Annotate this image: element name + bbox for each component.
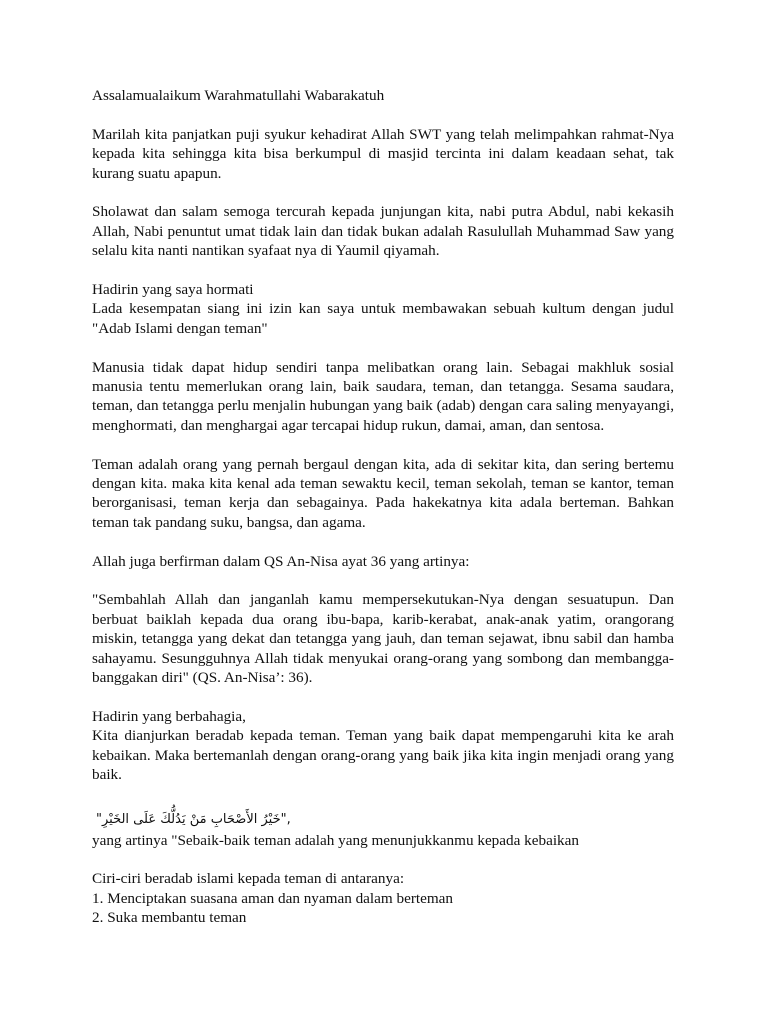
paragraph-sholawat: Sholawat dan salam semoga tercurah kepada junjungan kita, nabi putra Abdul, nabi kekasih Allah, Nabi penuntut umat tidak lain dan tidak bukan adalah Rasulullah Muhammad Saw yang selalu kita nanti nantikan syafaat nya di Yaumil qiyamah. xyxy=(92,203,674,260)
arabic-hadith-line xyxy=(92,809,674,831)
arabic-open-quote: " xyxy=(96,811,102,827)
paragraph-firman-intro: Allah juga berfirman dalam QS An-Nisa ayat 36 yang artinya: xyxy=(92,552,470,570)
ciri-intro: Ciri-ciri beradab islami kepada teman di antaranya: xyxy=(92,870,405,888)
address-hadirin-hormati: Hadirin yang saya hormati xyxy=(92,281,254,299)
document-page xyxy=(92,86,674,928)
paragraph-anjuran: Kita dianjurkan beradab kepada teman. Teman yang baik dapat mempengaruhi kita ke arah kebaikan. Maka bertemanlah dengan orang-orang yang baik jika kita ingin menjadi orang yang baik. xyxy=(92,727,674,784)
address-hadirin-berbahagia: Hadirin yang berbahagia, xyxy=(92,707,246,725)
paragraph-manusia: Manusia tidak dapat hidup sendiri tanpa melibatkan orang lain. Sebagai makhluk sosial manusia tentu memerlukan orang lain, baik saudara, teman, dan tetangga. Sesama saudara, teman, dan tetangga perlu menjalin hubungan yang baik (adab) dengan cara saling menyayangi, menghormati, dan menghargai agar tercapai hidup rukun, damai, aman, dan sentosa. xyxy=(92,358,674,434)
paragraph-teman: Teman adalah orang yang pernah bergaul dengan kita, ada di sekitar kita, dan sering bertemu dengan kita. maka kita kenal ada teman sewaktu kecil, teman sekolah, teman se kantor, teman berorganisasi, teman kerja dan sebagainya. Pada hakekatnya kita adala berteman. Bahkan teman tak pandang suku, bangsa, dan agama. xyxy=(92,455,674,531)
paragraph-kultum-intro: Lada kesempatan siang ini izin kan saya untuk membawakan sebuah kultum dengan judul "Adab Islami dengan teman" xyxy=(92,300,674,337)
arabic-close-quote: ", xyxy=(280,811,291,827)
arabic-translation: yang artinya "Sebaik-baik teman adalah yang menunjukkanmu kepada kebaikan xyxy=(92,831,579,849)
list-item: 2. Suka membantu teman xyxy=(92,909,247,927)
list-item: 1. Menciptakan suasana aman dan nyaman dalam berteman xyxy=(92,889,453,907)
greeting-line: Assalamualaikum Warahmatullahi Wabarakatuh xyxy=(92,87,385,104)
quran-quote: "Sembahlah Allah dan janganlah kamu mempersekutukan-Nya dengan sesuatupun. Dan berbuat baiklah kepada dua orang ibu-bapa, karib-kerabat, anak-anak yatim, orangorang miskin, tetangga yang dekat dan tetangga yang jauh, dan teman sejawat, ibnu sabil dan hamba sahayamu. Sesungguhnya Allah tidak menyukai orang-orang yang sombong dan membangga-banggakan diri" (QS. An-Nisa’: 36). xyxy=(92,591,674,687)
paragraph-syukur: Marilah kita panjatkan puji syukur kehadirat Allah SWT yang telah melimpahkan rahmat-Nya kepada kita sehingga kita bisa berkumpul di masjid tercinta ini dalam keadaan sehat, tak kurang suatu apapun. xyxy=(92,125,674,182)
arabic-hadith-text: خَيْرُ الأَصْحَابِ مَنْ يَدُلُّكَ عَلَى الخَيْرِ xyxy=(101,811,281,827)
